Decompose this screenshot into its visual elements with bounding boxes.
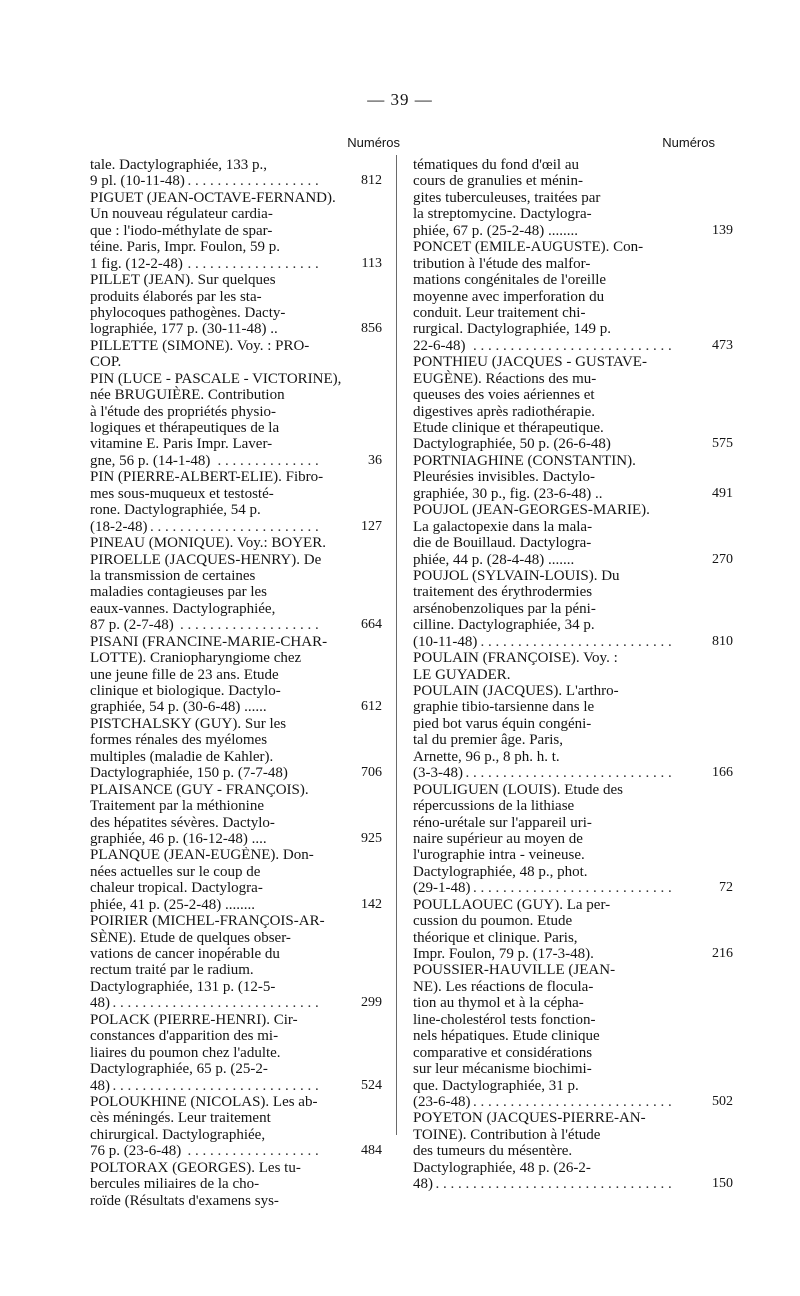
entry-text: moyenne avec imperforation du — [413, 288, 605, 305]
entry-number: 270 — [712, 551, 733, 567]
text-line — [413, 699, 713, 715]
text-line — [413, 1028, 713, 1044]
entry-number: 502 — [712, 1093, 733, 1109]
text-line — [90, 830, 382, 847]
text-line — [90, 502, 362, 518]
entry-text: 76 p. (23-6-48) — [90, 1143, 184, 1159]
entry-text: tribution à l'étude des malfor- — [413, 255, 591, 272]
entry-text: (3-3-48) — [413, 765, 466, 781]
text-line — [90, 634, 362, 650]
text-line — [413, 1061, 713, 1077]
entry-text: Traitement par la méthionine — [90, 798, 264, 815]
text-line — [413, 519, 713, 535]
text-line — [90, 387, 362, 403]
text-line — [90, 946, 362, 962]
entry-text: vations de cancer inopérable du — [90, 946, 280, 962]
entry-number: 127 — [361, 518, 382, 534]
text-line — [413, 1012, 713, 1028]
text-line — [413, 930, 713, 946]
text-line — [413, 568, 713, 584]
text-line — [90, 469, 362, 485]
text-line — [413, 880, 733, 897]
text-line — [90, 864, 362, 880]
entry-text: PLAISANCE (GUY - FRANÇOIS). — [90, 781, 309, 798]
entry-text: TOINE). Contribution à l'étude — [413, 1126, 601, 1143]
entry-text: PILLETTE (SIMONE). Voy. : PRO- — [90, 337, 310, 354]
entry-number: 150 — [712, 1176, 733, 1192]
entry-text: POULIGUEN (LOUIS). Etude des — [413, 781, 623, 798]
entry-text: PIGUET (JEAN-OCTAVE-FERNAND). — [90, 189, 336, 206]
entry-text: POLTORAX (GEORGES). Les tu- — [90, 1159, 301, 1176]
text-line — [413, 815, 713, 831]
text-line — [90, 1045, 362, 1061]
entry-number: 925 — [361, 830, 382, 846]
right-column — [413, 157, 733, 1193]
text-line — [413, 354, 713, 370]
text-line — [90, 1160, 362, 1176]
entry-text: Dactylographiée, 150 p. (7-7-48) — [90, 765, 291, 781]
entry-text: multiples (maladie de Kahler). — [90, 748, 274, 765]
text-line — [413, 256, 713, 272]
entry-text: COP. — [90, 354, 122, 371]
entry-text: phiée, 67 p. (25-2-48) ........ — [413, 223, 581, 239]
entry-text: die de Bouillaud. Dactylogra- — [413, 535, 592, 552]
entry-text: tématiques du fond d'œil au — [413, 157, 580, 173]
text-line — [90, 1110, 362, 1126]
entry-text: PILLET (JEAN). Sur quelques — [90, 272, 276, 289]
text-line — [90, 716, 362, 732]
entry-text: nées actuelles sur le coup de — [90, 863, 261, 880]
entry-text: roïde (Résultats d'examens sys- — [90, 1192, 279, 1209]
text-line — [90, 1094, 362, 1110]
text-line — [90, 930, 362, 946]
entry-text: 22-6-48) — [413, 338, 469, 354]
text-line — [90, 584, 362, 600]
entry-text: tale. Dactylographiée, 133 p., — [90, 157, 268, 173]
text-line — [90, 354, 362, 370]
text-line — [413, 453, 713, 469]
text-line — [413, 1110, 713, 1126]
text-line — [413, 667, 713, 683]
text-line — [90, 798, 362, 814]
text-line — [413, 913, 713, 929]
entry-text: PISANI (FRANCINE-MARIE-CHAR- — [90, 633, 328, 650]
text-line — [90, 880, 362, 896]
text-line — [413, 1143, 713, 1159]
entry-text: logiques et thérapeutiques de la — [90, 420, 280, 436]
text-line — [413, 1078, 713, 1094]
text-line — [413, 798, 713, 814]
entry-text: que : l'iodo-méthylate de spar- — [90, 222, 273, 239]
entry-number: 216 — [712, 946, 733, 961]
entry-text: PIN (LUCE - PASCALE - VICTORINE), — [90, 370, 342, 387]
text-line — [90, 486, 362, 502]
entry-text: mations congénitales de l'oreille — [413, 272, 607, 289]
entry-text: 48) — [413, 1176, 436, 1192]
text-line — [413, 551, 733, 568]
entry-text: née BRUGUIÈRE. Contribution — [90, 387, 285, 404]
text-line — [90, 815, 362, 831]
entry-text: 48) — [90, 1078, 113, 1094]
entry-text: POULAIN (JACQUES). L'arthro- — [413, 683, 619, 699]
text-line — [413, 436, 733, 453]
entry-text: rectum traité par le radium. — [90, 962, 254, 979]
text-line — [90, 552, 362, 568]
entry-text: la transmission de certaines — [90, 567, 256, 584]
text-line — [90, 272, 362, 288]
text-line — [90, 404, 362, 420]
text-line — [90, 206, 362, 222]
entry-text: téine. Paris, Impr. Foulon, 59 p. — [90, 239, 280, 256]
text-line — [90, 617, 382, 634]
entry-text: arsénobenzoliques par la péni- — [413, 600, 596, 617]
text-line — [413, 190, 713, 206]
entry-text: EUGÈNE). Réactions des mu- — [413, 370, 597, 387]
text-line — [413, 584, 713, 600]
text-line — [413, 337, 733, 354]
entry-text: phiée, 41 p. (25-2-48) ........ — [90, 897, 258, 913]
entry-text: POULAIN (FRANÇOISE). Voy. : — [413, 650, 618, 667]
text-line — [413, 617, 713, 633]
entry-number: 166 — [712, 765, 733, 781]
entry-text: naire supérieur au moyen de — [413, 830, 583, 847]
entry-text: mes sous-muqueux et testosté- — [90, 485, 274, 502]
entry-text: 9 pl. (10-11-48) — [90, 173, 188, 189]
left-column — [90, 157, 382, 1209]
text-line — [413, 404, 713, 420]
entry-number: 664 — [361, 617, 382, 633]
text-line — [413, 387, 713, 403]
text-line — [90, 1061, 362, 1077]
entry-text: formes rénales des myélomes — [90, 732, 268, 749]
entry-number: 142 — [361, 896, 382, 912]
entry-number: 113 — [361, 255, 382, 271]
text-line — [413, 962, 713, 978]
entry-text: (10-11-48) — [413, 634, 480, 650]
entry-number: 139 — [712, 222, 733, 238]
entry-text: phiée, 44 p. (28-4-48) ....... — [413, 552, 577, 568]
entry-number: 612 — [361, 699, 382, 715]
entry-text: PONTHIEU (JACQUES - GUSTAVE- — [413, 354, 647, 371]
text-line — [413, 716, 713, 732]
text-line — [90, 782, 362, 798]
text-line — [90, 321, 382, 338]
entry-number: 491 — [712, 485, 733, 501]
text-line — [90, 436, 362, 452]
entry-text: POLOUKHINE (NICOLAS). Les ab- — [90, 1093, 318, 1110]
entry-number: 473 — [712, 337, 733, 353]
entry-number: 36 — [368, 452, 382, 468]
entry-text: conduit. Leur traitement chi- — [413, 304, 586, 321]
text-line — [90, 749, 362, 765]
text-line — [413, 535, 713, 551]
entry-text: line-cholestérol tests fonction- — [413, 1011, 596, 1028]
text-line — [413, 321, 713, 337]
text-line — [90, 568, 362, 584]
text-line — [90, 650, 362, 666]
text-line — [90, 765, 382, 782]
entry-text: Impr. Foulon, 79 p. (17-3-48). — [413, 946, 597, 962]
text-line — [90, 1012, 362, 1028]
text-line — [413, 979, 713, 995]
entry-text: maladies contagieuses par les — [90, 584, 268, 601]
entry-text: PONCET (EMILE-AUGUSTE). Con- — [413, 239, 644, 256]
entry-text: vitamine E. Paris Impr. Laver- — [90, 436, 273, 453]
text-line — [413, 864, 713, 880]
text-line — [90, 239, 362, 255]
entry-text: la streptomycine. Dactylogra- — [413, 206, 592, 223]
text-line — [90, 535, 362, 551]
text-line — [90, 1193, 362, 1209]
text-line — [413, 206, 713, 222]
entry-text: théorique et clinique. Paris, — [413, 929, 578, 946]
text-line — [413, 765, 733, 782]
entry-text: POULLAOUEC (GUY). La per- — [413, 896, 611, 913]
entry-text: POLACK (PIERRE-HENRI). Cir- — [90, 1011, 298, 1028]
text-line — [90, 289, 362, 305]
entry-number: 856 — [361, 321, 382, 337]
entry-text: sur leur mécanisme biochimi- — [413, 1061, 592, 1078]
entry-text: traitement des érythrodermies — [413, 584, 593, 601]
entry-text: graphiée, 46 p. (16-12-48) .... — [90, 831, 270, 847]
entry-text: PISTCHALSKY (GUY). Sur les — [90, 715, 287, 732]
entry-text: Pleurésies invisibles. Dactylo- — [413, 469, 596, 486]
entry-text: (18-2-48) — [90, 519, 150, 535]
text-line — [90, 157, 362, 173]
entry-text: cussion du poumon. Etude — [413, 913, 573, 930]
text-line — [90, 962, 362, 978]
entry-number: 812 — [361, 173, 382, 189]
entry-text: réno-urétale sur l'appareil uri- — [413, 814, 592, 831]
entry-text: chaleur tropical. Dactylogra- — [90, 880, 263, 897]
entry-text: Dactylographiée, 48 p. (26-2- — [413, 1159, 591, 1176]
column-header-right: Numéros — [662, 135, 715, 150]
text-line — [413, 650, 713, 666]
text-line — [413, 749, 713, 765]
text-line — [413, 847, 713, 863]
text-line — [90, 371, 362, 387]
entry-text: graphie tibio-tarsienne dans le — [413, 699, 595, 716]
text-line — [413, 782, 713, 798]
entry-text: queuses des voies aériennes et — [413, 387, 595, 404]
text-line — [90, 732, 362, 748]
text-line — [90, 1176, 362, 1192]
entry-text: Dactylographiée, 65 p. (25-2- — [90, 1061, 268, 1078]
text-line — [90, 1143, 382, 1160]
entry-text: des tumeurs du mésentère. — [413, 1143, 573, 1160]
entry-text: PINEAU (MONIQUE). Voy.: BOYER. — [90, 535, 326, 552]
entry-text: LE GUYADER. — [413, 666, 511, 683]
entry-text: Un nouveau régulateur cardia- — [90, 206, 273, 223]
text-line — [413, 1127, 713, 1143]
entry-text: cilline. Dactylographiée, 34 p. — [413, 617, 595, 634]
entry-text: PLANQUE (JEAN-EUGÈNE). Don- — [90, 847, 314, 864]
entry-text: graphiée, 54 p. (30-6-48) ...... — [90, 699, 270, 715]
text-line — [90, 913, 362, 929]
text-line — [90, 223, 362, 239]
text-line — [90, 420, 362, 436]
text-line — [90, 1077, 382, 1094]
entry-text: Dactylographiée, 50 p. (26-6-48) — [413, 436, 614, 452]
entry-text: que. Dactylographiée, 31 p. — [413, 1077, 579, 1094]
entry-text: LOTTE). Craniopharyngiome chez — [90, 650, 302, 667]
entry-text: PORTNIAGHINE (CONSTANTIN). — [413, 452, 636, 469]
text-line — [90, 896, 382, 913]
text-line — [413, 289, 713, 305]
text-line — [413, 683, 713, 699]
entry-text: produits élaborés par les sta- — [90, 288, 262, 305]
entry-text: gne, 56 p. (14-1-48) — [90, 453, 213, 469]
entry-text: gites tuberculeuses, traitées par — [413, 189, 601, 206]
entry-number: 484 — [361, 1143, 382, 1159]
column-divider — [396, 155, 397, 1135]
text-line — [90, 255, 382, 272]
entry-text: graphiée, 30 p., fig. (23-6-48) .. — [413, 486, 606, 502]
entry-text: eaux-vannes. Dactylographiée, — [90, 600, 276, 617]
entry-text: des hépatites sévères. Dactylo- — [90, 814, 275, 831]
entry-text: cours de granulies et ménin- — [413, 173, 583, 190]
text-line — [90, 979, 362, 995]
text-line — [90, 452, 382, 469]
entry-number: 810 — [712, 633, 733, 649]
text-line — [413, 157, 713, 173]
entry-text: comparative et considérations — [413, 1044, 593, 1061]
text-line — [90, 305, 362, 321]
entry-text: Etude clinique et thérapeutique. — [413, 420, 604, 436]
entry-text: PIROELLE (JACQUES-HENRY). De — [90, 551, 322, 568]
entry-text: lographiée, 177 p. (30-11-48) .. — [90, 321, 281, 337]
entry-text: Dactylographiée, 131 p. (12-5- — [90, 978, 276, 995]
column-header-left: Numéros — [347, 135, 400, 150]
entry-text: phylocoques pathogènes. Dacty- — [90, 304, 286, 321]
text-line — [90, 190, 362, 206]
text-line — [413, 1160, 713, 1176]
entry-text: 48) — [90, 995, 113, 1011]
text-line — [413, 469, 713, 485]
text-line — [413, 222, 733, 239]
text-line — [413, 1176, 733, 1193]
text-line — [413, 995, 713, 1011]
entry-text: à l'étude des propriétés physio- — [90, 403, 276, 420]
entry-text: digestives après radiothérapie. — [413, 403, 596, 420]
entry-number: 299 — [361, 995, 382, 1011]
entry-text: Dactylographiée, 48 p., phot. — [413, 863, 588, 880]
entry-text: POUJOL (SYLVAIN-LOUIS). Du — [413, 567, 620, 584]
text-line — [413, 831, 713, 847]
entry-text: (23-6-48) — [413, 1094, 473, 1110]
text-line — [413, 239, 713, 255]
text-line — [413, 485, 733, 502]
text-line — [90, 1127, 362, 1143]
leader-dots — [90, 1078, 322, 1094]
text-line — [90, 995, 382, 1012]
text-line — [90, 667, 362, 683]
leader-dots — [90, 995, 322, 1011]
text-line — [413, 732, 713, 748]
entry-text: nels hépatiques. Etude clinique — [413, 1028, 600, 1045]
entry-text: une jeune fille de 23 ans. Etude — [90, 666, 279, 683]
entry-text: 87 p. (2-7-48) — [90, 617, 177, 633]
entry-text: tion au thymol et à la cépha- — [413, 995, 584, 1012]
entry-text: bercules miliaires de la cho- — [90, 1176, 260, 1193]
entry-number: 706 — [361, 765, 382, 781]
entry-text: tal du premier âge. Paris, — [413, 732, 563, 749]
entry-text: chirurgical. Dactylographiée, — [90, 1126, 266, 1143]
text-line — [413, 946, 733, 962]
entry-text: liaires du poumon chez l'adulte. — [90, 1044, 281, 1061]
entry-text: POUJOL (JEAN-GEORGES-MARIE). — [413, 502, 650, 519]
text-line — [413, 502, 713, 518]
text-line — [413, 371, 713, 387]
page-number: — 39 — — [367, 90, 433, 109]
entry-text: rone. Dactylographiée, 54 p. — [90, 502, 261, 519]
text-line — [90, 847, 362, 863]
text-line — [90, 518, 382, 535]
entry-text: PIN (PIERRE-ALBERT-ELIE). Fibro- — [90, 469, 324, 486]
entry-text: (29-1-48) — [413, 880, 473, 896]
text-line — [413, 633, 733, 650]
entry-text: NE). Les réactions de flocula- — [413, 978, 594, 995]
text-line — [413, 305, 713, 321]
text-line — [413, 272, 713, 288]
entry-number: 524 — [361, 1077, 382, 1093]
text-line — [90, 683, 362, 699]
text-line — [413, 1045, 713, 1061]
text-line — [413, 173, 713, 189]
entry-text: pied bot varus équin congéni- — [413, 715, 592, 732]
entry-text: POYETON (JACQUES-PIERRE-AN- — [413, 1110, 646, 1127]
text-line — [413, 1093, 733, 1110]
text-line — [90, 173, 382, 190]
text-line — [90, 1028, 362, 1044]
entry-number: 575 — [712, 436, 733, 452]
text-line — [413, 897, 713, 913]
entry-text: clinique et biologique. Dactylo- — [90, 683, 281, 699]
text-line — [90, 601, 362, 617]
entry-text: répercussions de la lithiase — [413, 798, 575, 815]
text-line — [413, 601, 713, 617]
entry-text: POUSSIER-HAUVILLE (JEAN- — [413, 962, 616, 979]
text-line — [90, 699, 382, 716]
entry-text: SÈNE). Etude de quelques obser- — [90, 929, 291, 946]
entry-text: constances d'apparition des mi- — [90, 1028, 279, 1045]
entry-text: POIRIER (MICHEL-FRANÇOIS-AR- — [90, 913, 325, 930]
leader-dots — [413, 1176, 673, 1192]
entry-text: l'urographie intra - veineuse. — [413, 847, 585, 864]
entry-text: cès méningés. Leur traitement — [90, 1110, 271, 1127]
entry-text: Arnette, 96 p., 8 ph. h. t. — [413, 748, 560, 765]
text-line — [90, 338, 362, 354]
entry-text: La galactopexie dans la mala- — [413, 518, 593, 535]
entry-text: rurgical. Dactylographiée, 149 p. — [413, 321, 611, 338]
entry-text: 1 fig. (12-2-48) — [90, 256, 186, 272]
text-line — [413, 420, 713, 436]
entry-number: 72 — [719, 880, 733, 896]
